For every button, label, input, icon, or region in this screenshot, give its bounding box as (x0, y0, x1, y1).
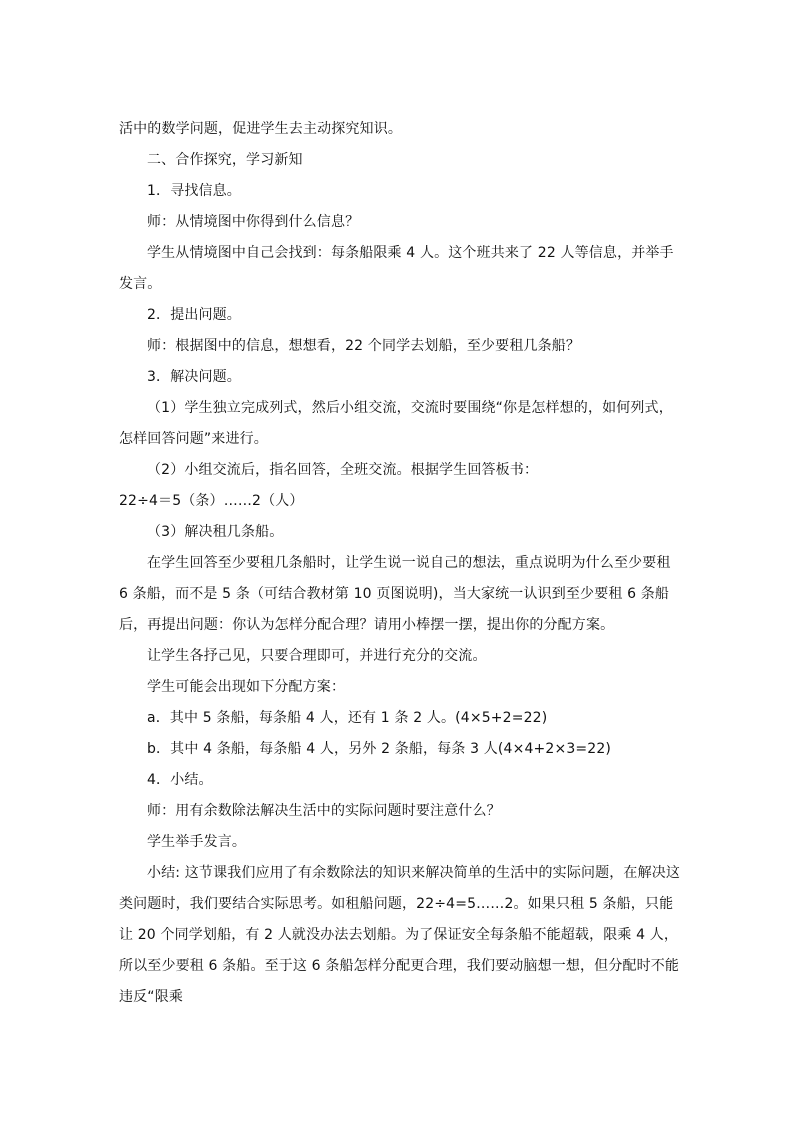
paragraph-possible-plans: 学生可能会出现如下分配方案： (147, 679, 346, 695)
paragraph-summary: 小结: 这节课我们应用了有余数除法的知识来解决简单的生活中的实际问题，在解决这类问题时，我们要结合实际思考。如租船问题，22÷4=5……2。如果只租 5 条船，只能让 20 个同学划船，有 2 人就没办法去划船。为了保证安全每条船不能超载，限乘 4 人，所以至少要租 6 条船。至于这 6 条船怎样分配更合理，我们要动脑想一想，但分配时不能违反“限乘 (119, 865, 681, 1005)
step-summary: 4．小结。 (147, 772, 213, 788)
substep-solve-boats: （3）解决租几条船。 (147, 524, 284, 540)
step-ask-question: 2．提出问题。 (147, 307, 241, 323)
teacher-question-boats: 师：根据图中的信息，想想看，22 个同学去划船，至少要租几条船？ (147, 338, 581, 354)
teacher-question-information: 师：从情境图中你得到什么信息？ (147, 214, 360, 230)
plan-b: b．其中 4 条船，每条船 4 人，另外 2 条船，每条 3 人(4×4+2×3=22) (147, 741, 612, 757)
substep-independent-work: （1）学生独立完成列式，然后小组交流，交流时要围绕“你是怎样想的，如何列式，怎样回答问题”来进行。 (119, 400, 673, 447)
paragraph-minimum-boats: 在学生回答至少要租几条船时，让学生说一说自己的想法，重点说明为什么至少要租 6 条船，而不是 5 条（可结合教材第 10 页图说明)，当大家统一认识到至少要租 6 条船后，再提出问题：你认为怎样分配合理？请用小棒摆一摆，提出你的分配方案。 (119, 555, 676, 633)
student-response-information: 学生从情境图中自己会找到：每条船限乘 4 人。这个班共来了 22 人等信息，并举手发言。 (119, 245, 674, 292)
step-find-information: 1．寻找信息。 (147, 183, 241, 199)
plan-a: a．其中 5 条船，每条船 4 人，还有 1 条 2 人。(4×5+2=22) (147, 710, 548, 726)
section-heading-cooperative-inquiry: 二、合作探究，学习新知 (147, 152, 303, 168)
substep-group-exchange: （2）小组交流后，指名回答，全班交流。根据学生回答板书： (147, 462, 539, 478)
step-solve-problem: 3．解决问题。 (147, 369, 241, 385)
document-body (119, 114, 681, 1013)
paragraph-share-opinions: 让学生各抒己见，只要合理即可，并进行充分的交流。 (147, 648, 487, 664)
board-equation: 22÷4＝5（条）……2（人） (119, 493, 304, 509)
student-raise-hands: 学生举手发言。 (147, 834, 247, 850)
teacher-question-summary: 师：用有余数除法解决生活中的实际问题时要注意什么？ (147, 803, 501, 819)
paragraph-intro-continued: 活中的数学问题，促进学生去主动探究知识。 (119, 121, 402, 137)
